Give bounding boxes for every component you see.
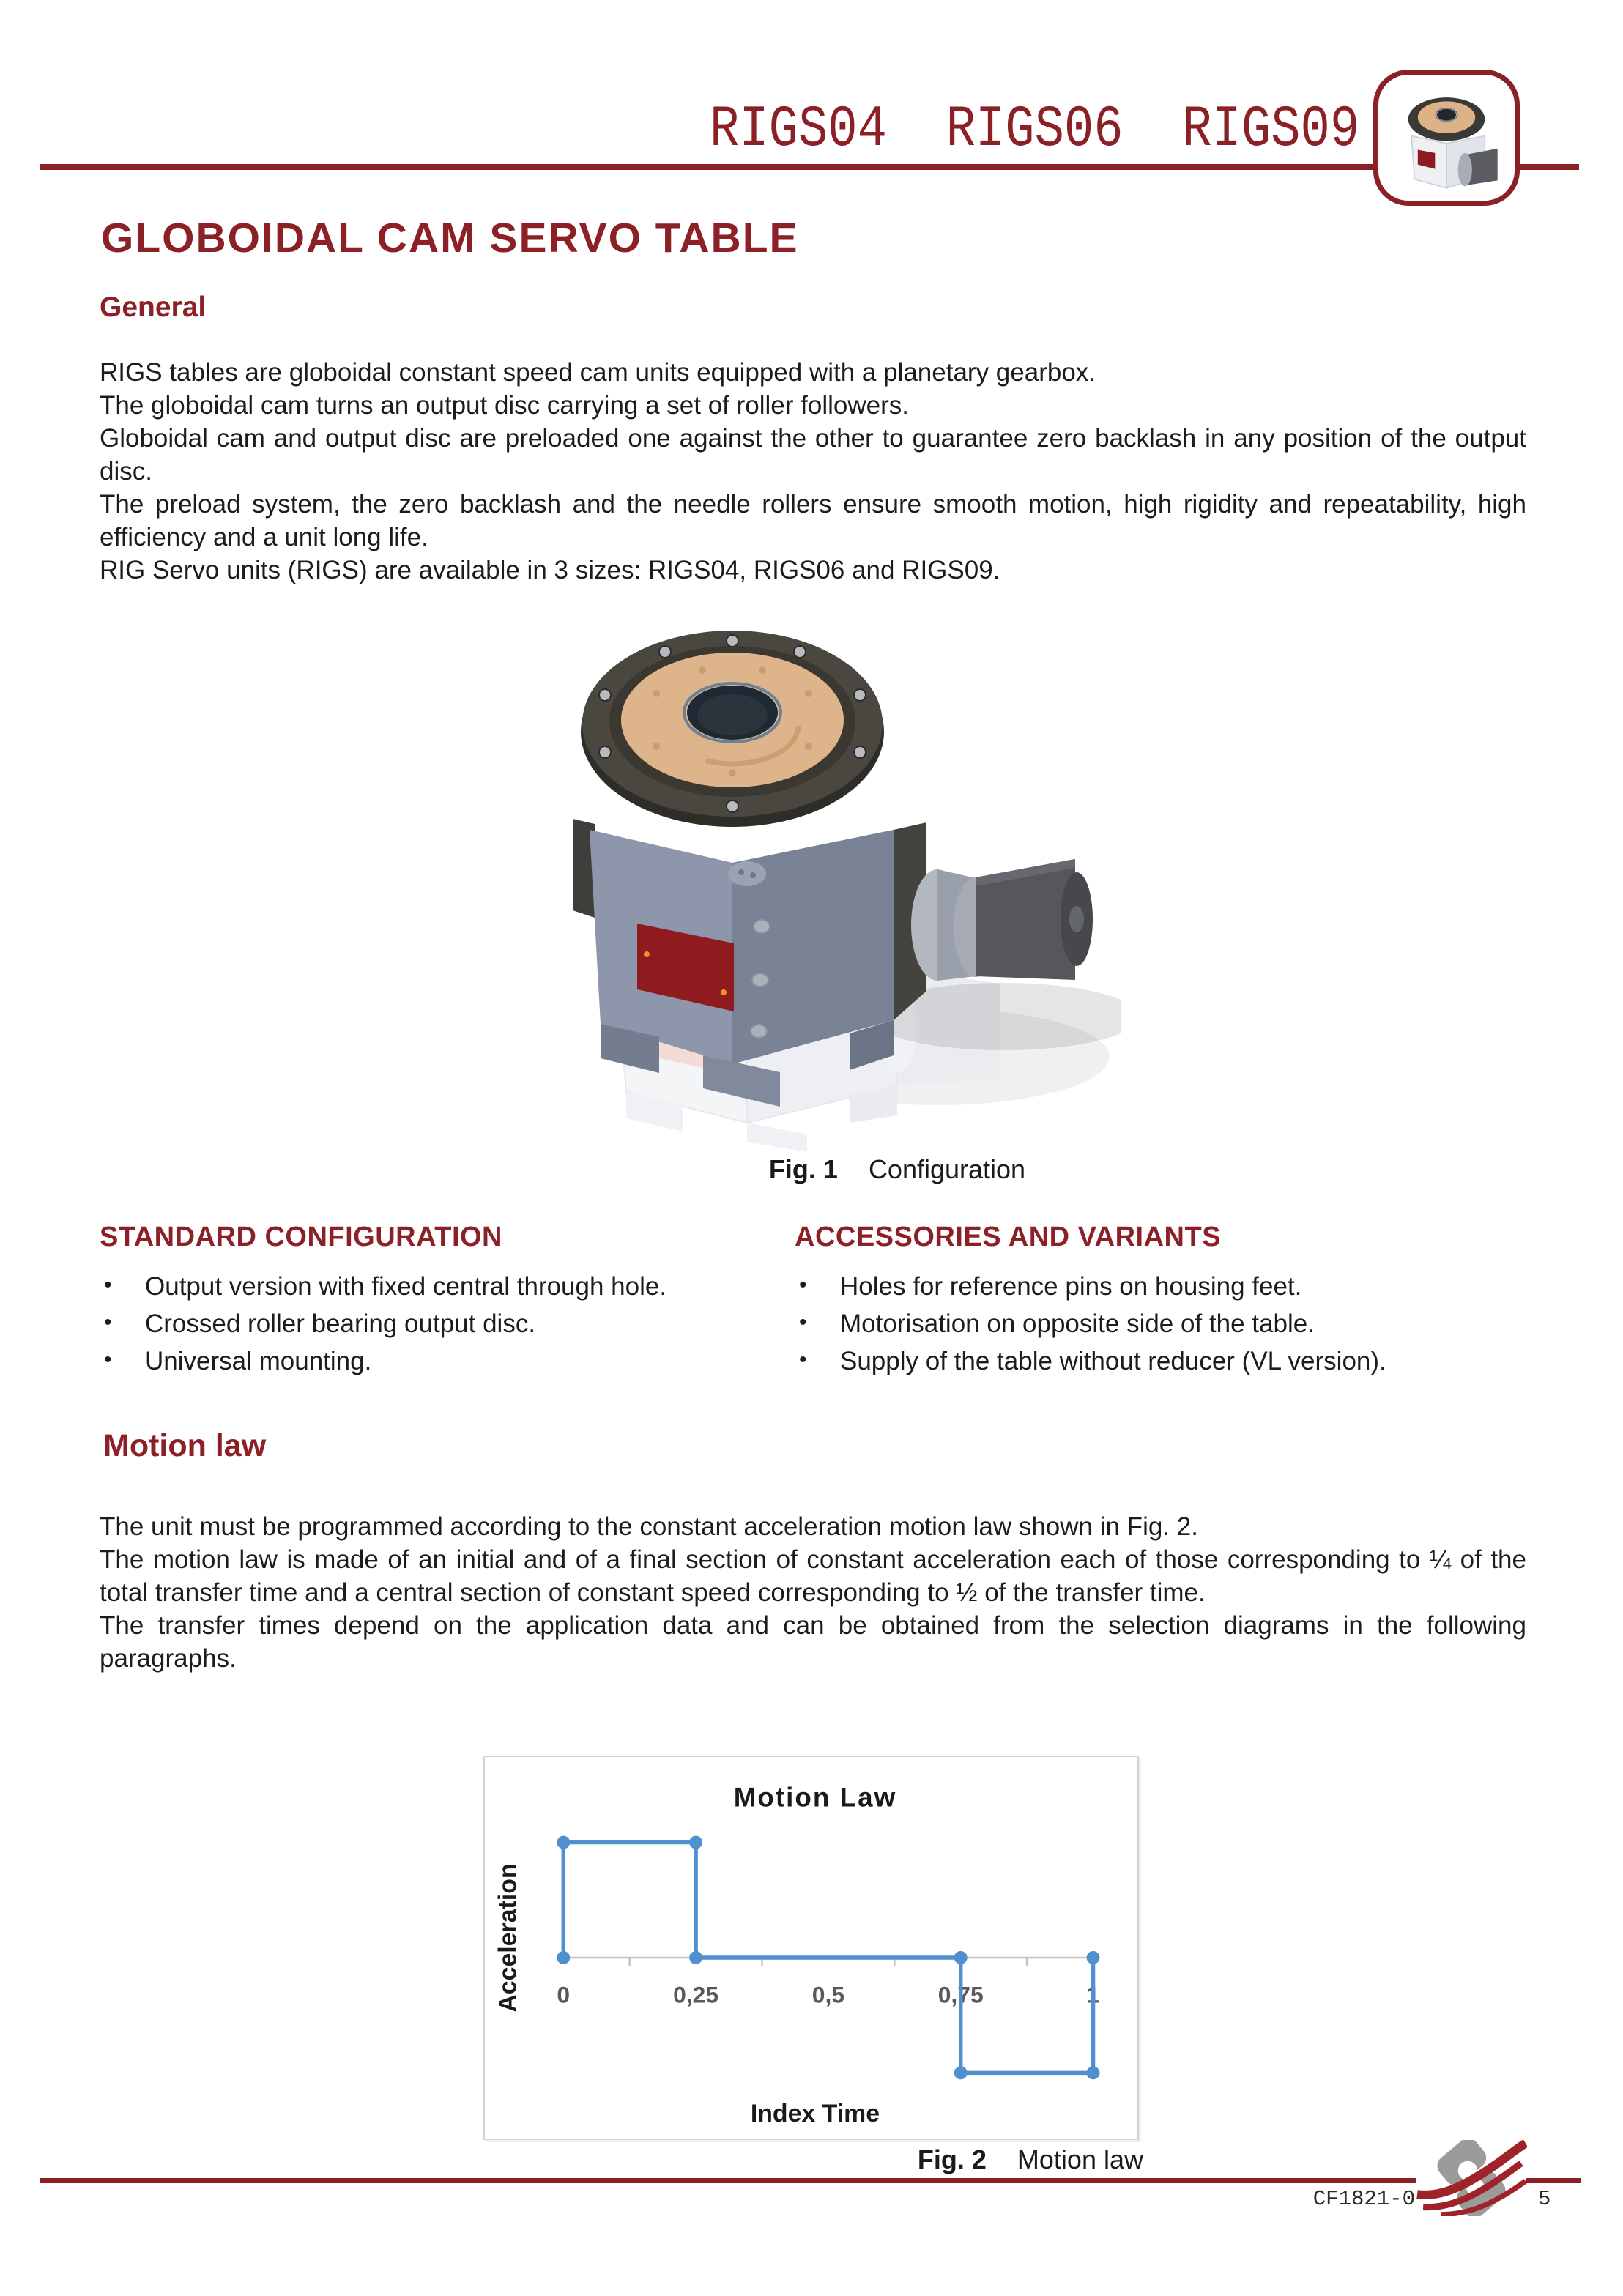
footer-doc-code: CF1821-0 [1312, 2187, 1415, 2211]
list-item: • Motorisation on opposite side of the table. [795, 1311, 1534, 1337]
product-render [527, 610, 1121, 1153]
list-item: • Universal mounting. [100, 1348, 781, 1374]
accessories-list [795, 1274, 1534, 1374]
accessories-column [795, 1222, 1534, 1386]
data-point-marker [689, 1836, 702, 1849]
data-point-marker [557, 1836, 570, 1849]
paragraph: The transfer times depend on the application data and can be obtained from the selection diagrams in the following paragraphs. [100, 1611, 1526, 1673]
header-product-badge [1373, 70, 1520, 206]
footer-rule [40, 2178, 1416, 2183]
paragraph: The unit must be programmed according to the constant acceleration motion law shown in Fig. 2. [100, 1512, 1198, 1541]
y-axis-title: Acceleration [494, 1863, 522, 2013]
motion-law-chart [483, 1756, 1139, 2140]
figure-text: Motion law [1017, 2144, 1143, 2174]
paragraph: The motion law is made of an initial and of a final section of constant acceleration each of those corresponding to ¼ of the total transfer time and a central section of constant speed corresponding to ½ of the transfer time. [100, 1545, 1526, 1607]
column-heading-accessories: ACCESSORIES AND VARIANTS [795, 1222, 1222, 1252]
figure-label: Fig. 1 [768, 1154, 838, 1184]
standard-configuration-column [100, 1222, 781, 1386]
header-rule [40, 164, 1579, 170]
x-tick-label: 0,75 [937, 1981, 984, 2008]
figure-text: Configuration [868, 1154, 1026, 1184]
data-point-marker [689, 1951, 702, 1964]
data-point-marker [1087, 1951, 1100, 1964]
paragraph: The preload system, the zero backlash and the needle rollers ensure smooth motion, high rigidity and repeatability, high efficiency and a unit long life. [100, 490, 1526, 551]
figure-label: Fig. 2 [917, 2144, 987, 2174]
motion-law-paragraphs [100, 1510, 1526, 1675]
general-paragraphs [100, 356, 1526, 587]
footer-page-number: 5 [1538, 2187, 1551, 2211]
data-point-marker [954, 1951, 968, 1964]
x-tick-label: 0,25 [673, 1981, 719, 2008]
data-point-marker [557, 1951, 570, 1964]
list-item: • Crossed roller bearing output disc. [100, 1311, 781, 1337]
product-thumbnail-icon [1381, 78, 1512, 197]
paragraph: RIGS tables are globoidal constant speed cam units equipped with a planetary gearbox. [100, 358, 1096, 387]
page-header-title: RIGS04 RIGS06 RIGS09 [709, 97, 1359, 163]
x-tick-label: 0,5 [812, 1981, 845, 2008]
column-heading-standard-configuration: STANDARD CONFIGURATION [100, 1222, 502, 1252]
list-item: • Output version with fixed central through hole. [100, 1274, 781, 1299]
paragraph: The globoidal cam turns an output disc carrying a set of roller followers. [100, 391, 909, 420]
figure-2-caption [483, 2144, 1143, 2175]
x-tick-label: 1 [1086, 1981, 1100, 2008]
x-axis-title: Index Time [750, 2100, 880, 2128]
list-item: • Supply of the table without reducer (VL version). [795, 1348, 1534, 1374]
chart-title: Motion Law [733, 1782, 897, 1813]
doc-title: GLOBOIDAL CAM SERVO TABLE [101, 215, 799, 261]
section-heading-motion-law: Motion law [103, 1428, 267, 1463]
data-point-marker [954, 2066, 968, 2079]
paragraph: Globoidal cam and output disc are preloaded one against the other to guarantee zero backlash in any position of the output disc. [100, 424, 1526, 486]
motion-law-chart-svg [485, 1757, 1137, 2139]
x-tick-label: 0 [557, 1981, 571, 2008]
list-item: • Holes for reference pins on housing feet. [795, 1274, 1534, 1299]
figure-1-caption [176, 1154, 1619, 1185]
footer-rule [1526, 2178, 1581, 2183]
data-point-marker [1087, 2066, 1100, 2079]
paragraph: RIG Servo units (RIGS) are available in 3 sizes: RIGS04, RIGS06 and RIGS09. [100, 556, 1000, 584]
brand-logo [1416, 2140, 1527, 2216]
standard-configuration-list [100, 1274, 781, 1374]
section-heading-general: General [100, 291, 207, 323]
